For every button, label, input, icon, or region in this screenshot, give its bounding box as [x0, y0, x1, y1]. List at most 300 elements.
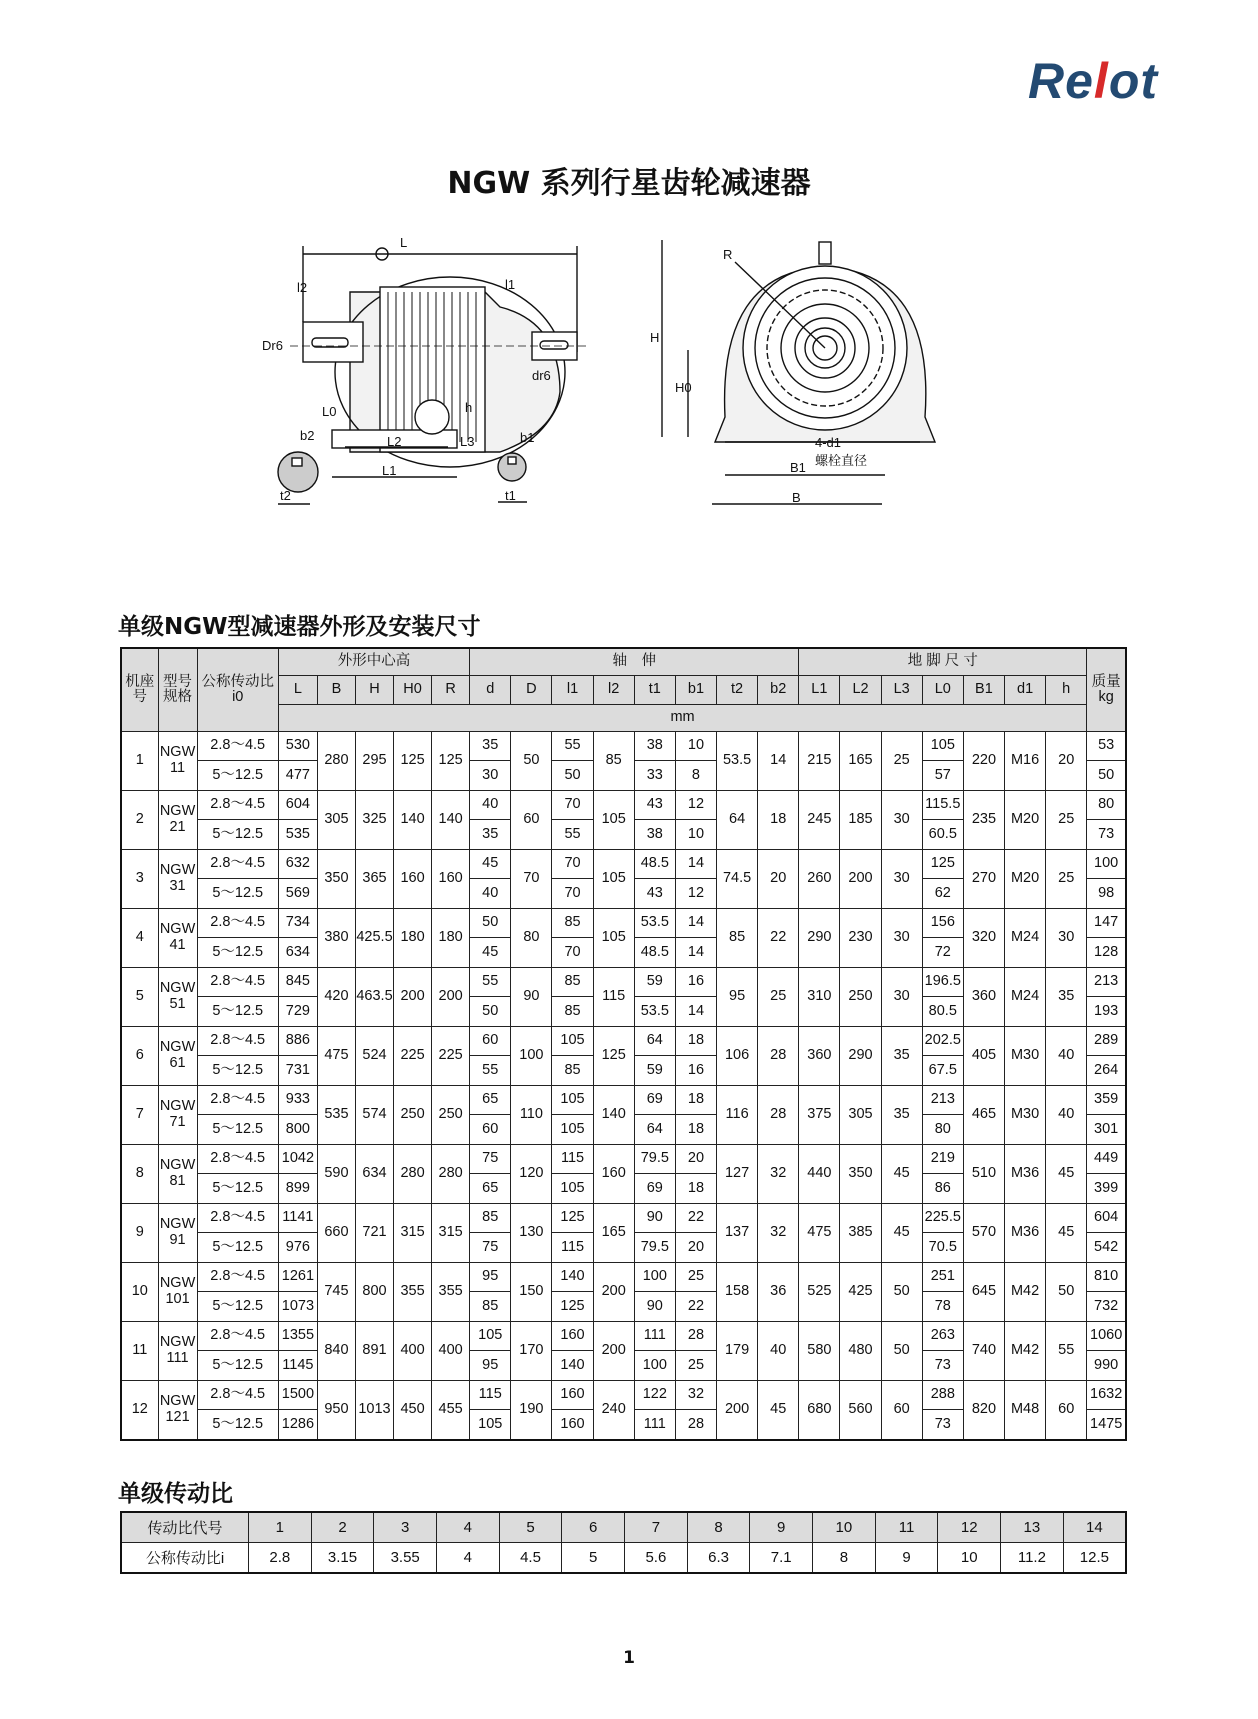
- table-cell: 12: [121, 1380, 158, 1440]
- table-row: [121, 731, 1126, 761]
- table-cell: 193: [1087, 997, 1126, 1027]
- table-cell: 32: [758, 1144, 799, 1203]
- table-cell: 105: [552, 1026, 593, 1056]
- table-cell: 35: [470, 731, 511, 761]
- table-cell: 32: [675, 1380, 716, 1410]
- ratio-value-label: 公称传动比i: [121, 1543, 249, 1574]
- table-cell: 122: [634, 1380, 675, 1410]
- table-row: [121, 967, 1126, 997]
- table-cell: 634: [278, 938, 317, 968]
- ratio-value-cell: 11.2: [1001, 1543, 1064, 1574]
- table-cell: 28: [675, 1410, 716, 1440]
- table-cell: 375: [799, 1085, 840, 1144]
- table-cell: 230: [840, 908, 881, 967]
- table-cell: 105: [593, 908, 634, 967]
- table-cell: M24: [1005, 908, 1046, 967]
- table-cell: 55: [552, 731, 593, 761]
- dim-dr6: dr6: [532, 368, 551, 383]
- table-cell: 9: [121, 1203, 158, 1262]
- table-cell: 225.5: [922, 1203, 963, 1233]
- column-header: t1: [634, 675, 675, 704]
- table-cell: 53.5: [717, 731, 758, 790]
- ratio-code-cell: 5: [499, 1512, 562, 1543]
- table-cell: 70: [552, 849, 593, 879]
- brand-logo: Relot: [1028, 53, 1159, 109]
- table-cell: 10: [675, 820, 716, 850]
- table-cell: 85: [470, 1292, 511, 1322]
- dim-Dr6: Dr6: [262, 338, 283, 353]
- table-cell: 45: [470, 849, 511, 879]
- table-cell: 465: [963, 1085, 1004, 1144]
- dim-t1: t1: [505, 488, 516, 503]
- table-cell: 111: [634, 1321, 675, 1351]
- table-cell: 2.8～4.5: [197, 790, 278, 820]
- table-cell: 1632: [1087, 1380, 1126, 1410]
- table-row: [121, 1085, 1126, 1115]
- table-cell: 886: [278, 1026, 317, 1056]
- table-cell: 14: [675, 938, 716, 968]
- table-cell: 200: [717, 1380, 758, 1440]
- table-cell: 2.8～4.5: [197, 908, 278, 938]
- header-model: 型号规格: [158, 648, 197, 731]
- ratio-value-cell: 2.8: [249, 1543, 312, 1574]
- table-cell: 28: [758, 1026, 799, 1085]
- table-cell: 535: [317, 1085, 355, 1144]
- table-cell: 85: [552, 997, 593, 1027]
- table-cell: 35: [881, 1085, 922, 1144]
- ratio-value-cell: 6.3: [687, 1543, 750, 1574]
- table-cell: 455: [432, 1380, 470, 1440]
- table-cell: 70: [552, 938, 593, 968]
- table-cell: 62: [922, 879, 963, 909]
- table-cell: 2.8～4.5: [197, 1203, 278, 1233]
- table-cell: 100: [1087, 849, 1126, 879]
- table-cell: 2.8～4.5: [197, 849, 278, 879]
- table-cell: 69: [634, 1174, 675, 1204]
- table-cell: 5～12.5: [197, 761, 278, 791]
- table-cell: 106: [717, 1026, 758, 1085]
- table-cell: 14: [675, 908, 716, 938]
- table-cell: 100: [511, 1026, 552, 1085]
- table-cell: 400: [432, 1321, 470, 1380]
- header-shaft: 轴 伸: [470, 648, 799, 675]
- table-cell: M20: [1005, 849, 1046, 908]
- table-cell: 1: [121, 731, 158, 790]
- table-cell: 463.5: [355, 967, 393, 1026]
- table-cell: 510: [963, 1144, 1004, 1203]
- table-cell: 90: [634, 1203, 675, 1233]
- table-cell: 535: [278, 820, 317, 850]
- table-cell: 140: [432, 790, 470, 849]
- dim-L0: L0: [322, 404, 337, 419]
- table-cell: 18: [675, 1115, 716, 1145]
- table-cell: 16: [675, 1056, 716, 1086]
- table-cell: 350: [840, 1144, 881, 1203]
- table-cell: 40: [470, 790, 511, 820]
- table-cell: 180: [432, 908, 470, 967]
- ratio-value-cell: 5.6: [625, 1543, 688, 1574]
- table-cell: 530: [278, 731, 317, 761]
- table-cell: 125: [922, 849, 963, 879]
- table-cell: 32: [758, 1203, 799, 1262]
- table-cell: 115: [552, 1233, 593, 1263]
- table-cell: 202.5: [922, 1026, 963, 1056]
- table-cell: M30: [1005, 1085, 1046, 1144]
- table-cell: M42: [1005, 1321, 1046, 1380]
- table-cell: 45: [881, 1144, 922, 1203]
- table-cell: M36: [1005, 1203, 1046, 1262]
- dim-4-d1: 4-d1: [815, 435, 842, 450]
- table-cell: 2.8～4.5: [197, 1026, 278, 1056]
- table-cell: 105: [593, 849, 634, 908]
- table-cell: 425: [840, 1262, 881, 1321]
- table-cell: 160: [552, 1321, 593, 1351]
- table-cell: 933: [278, 1085, 317, 1115]
- ratio-code-cell: 10: [813, 1512, 876, 1543]
- table-cell: 170: [511, 1321, 552, 1380]
- table-cell: 160: [394, 849, 432, 908]
- table-cell: 55: [552, 820, 593, 850]
- table-cell: 8: [121, 1144, 158, 1203]
- ratio-value-cell: 4.5: [499, 1543, 562, 1574]
- column-header: L3: [881, 675, 922, 704]
- table-cell: 320: [963, 908, 1004, 967]
- table-cell: 360: [799, 1026, 840, 1085]
- table-cell: 105: [470, 1410, 511, 1440]
- ratio-code-cell: 9: [750, 1512, 813, 1543]
- table-cell: 200: [394, 967, 432, 1026]
- table-cell: 240: [593, 1380, 634, 1440]
- table-cell: 235: [963, 790, 1004, 849]
- table-cell: 69: [634, 1085, 675, 1115]
- table-cell: 385: [840, 1203, 881, 1262]
- table-cell: 1042: [278, 1144, 317, 1174]
- table-cell: 2: [121, 790, 158, 849]
- table-cell: 5～12.5: [197, 1233, 278, 1263]
- table-cell: 569: [278, 879, 317, 909]
- table-cell: 75: [470, 1144, 511, 1174]
- ratio-code-cell: 1: [249, 1512, 312, 1543]
- table-cell: NGW 21: [158, 790, 197, 849]
- table-cell: 18: [675, 1174, 716, 1204]
- table-cell: 1141: [278, 1203, 317, 1233]
- column-header: h: [1046, 675, 1087, 704]
- table-cell: 50: [552, 761, 593, 791]
- table-cell: 78: [922, 1292, 963, 1322]
- table-cell: 721: [355, 1203, 393, 1262]
- table-cell: 1500: [278, 1380, 317, 1410]
- table-cell: 570: [963, 1203, 1004, 1262]
- table-cell: 820: [963, 1380, 1004, 1440]
- table-row: [121, 1262, 1126, 1292]
- table-cell: 891: [355, 1321, 393, 1380]
- table-cell: 800: [278, 1115, 317, 1145]
- dim-L1: L1: [382, 463, 397, 478]
- table-cell: 315: [394, 1203, 432, 1262]
- ratio-value-cell: 5: [562, 1543, 625, 1574]
- table-cell: 67.5: [922, 1056, 963, 1086]
- table-cell: 60.5: [922, 820, 963, 850]
- table-cell: 213: [1087, 967, 1126, 997]
- column-header: b2: [758, 675, 799, 704]
- table-cell: 60: [470, 1115, 511, 1145]
- table-cell: 64: [717, 790, 758, 849]
- table-cell: 130: [511, 1203, 552, 1262]
- dim-B1: B1: [790, 460, 806, 475]
- table-cell: 1073: [278, 1292, 317, 1322]
- table-cell: 305: [317, 790, 355, 849]
- table-cell: 250: [394, 1085, 432, 1144]
- table-cell: 30: [881, 849, 922, 908]
- ratio-value-cell: 9: [875, 1543, 938, 1574]
- ratio-code-cell: 3: [374, 1512, 437, 1543]
- table-cell: 1261: [278, 1262, 317, 1292]
- dim-B: B: [792, 490, 801, 505]
- table-cell: 105: [552, 1115, 593, 1145]
- table-cell: 25: [758, 967, 799, 1026]
- dim-L: L: [400, 235, 408, 250]
- column-header: H: [355, 675, 393, 704]
- table-cell: 85: [552, 908, 593, 938]
- table-cell: 245: [799, 790, 840, 849]
- table-cell: 98: [1087, 879, 1126, 909]
- table-cell: 729: [278, 997, 317, 1027]
- table-cell: 4: [121, 908, 158, 967]
- table-cell: 289: [1087, 1026, 1126, 1056]
- table-cell: 950: [317, 1380, 355, 1440]
- table-cell: 30: [881, 967, 922, 1026]
- table-cell: 16: [675, 967, 716, 997]
- table-cell: 290: [799, 908, 840, 967]
- table-cell: 305: [840, 1085, 881, 1144]
- table-cell: 2.8～4.5: [197, 967, 278, 997]
- table-cell: 55: [1046, 1321, 1087, 1380]
- table-cell: 325: [355, 790, 393, 849]
- table-cell: 45: [470, 938, 511, 968]
- table-cell: 560: [840, 1380, 881, 1440]
- table-cell: 280: [432, 1144, 470, 1203]
- table-cell: 450: [394, 1380, 432, 1440]
- dim-h: h: [465, 400, 473, 415]
- table-cell: 251: [922, 1262, 963, 1292]
- header-outline: 外形中心高: [278, 648, 469, 675]
- table-cell: 14: [675, 849, 716, 879]
- table-cell: 8: [675, 761, 716, 791]
- table-cell: 38: [634, 731, 675, 761]
- table-cell: M48: [1005, 1380, 1046, 1440]
- table-cell: 5～12.5: [197, 1115, 278, 1145]
- table-cell: 50: [1087, 761, 1126, 791]
- table-cell: NGW 111: [158, 1321, 197, 1380]
- table-cell: 30: [881, 908, 922, 967]
- table-cell: 280: [317, 731, 355, 790]
- ratio-code-cell: 2: [311, 1512, 374, 1543]
- dim-L2: L2: [387, 434, 402, 449]
- table-cell: 100: [634, 1262, 675, 1292]
- table-cell: 72: [922, 938, 963, 968]
- table-cell: 5～12.5: [197, 1056, 278, 1086]
- table-cell: 40: [1046, 1026, 1087, 1085]
- table-cell: 18: [675, 1085, 716, 1115]
- table-cell: 105: [552, 1174, 593, 1204]
- table-cell: 5～12.5: [197, 997, 278, 1027]
- table-cell: 10: [121, 1262, 158, 1321]
- table-cell: NGW 31: [158, 849, 197, 908]
- table-cell: M30: [1005, 1026, 1046, 1085]
- table-cell: 2.8～4.5: [197, 1085, 278, 1115]
- table-cell: 1145: [278, 1351, 317, 1381]
- table-cell: 360: [963, 967, 1004, 1026]
- table-cell: 845: [278, 967, 317, 997]
- table-row: [121, 1026, 1126, 1056]
- table-cell: 25: [881, 731, 922, 790]
- table-cell: 128: [1087, 938, 1126, 968]
- column-header: L2: [840, 675, 881, 704]
- table-cell: 60: [511, 790, 552, 849]
- table-cell: 1475: [1087, 1410, 1126, 1440]
- table-cell: 53: [1087, 731, 1126, 761]
- column-header: B1: [963, 675, 1004, 704]
- table-cell: 80: [511, 908, 552, 967]
- table-cell: 180: [394, 908, 432, 967]
- table-cell: 48.5: [634, 849, 675, 879]
- table-cell: 200: [840, 849, 881, 908]
- dim-L3: L3: [460, 434, 475, 449]
- table-cell: 731: [278, 1056, 317, 1086]
- column-header: b1: [675, 675, 716, 704]
- table-cell: 280: [394, 1144, 432, 1203]
- ratio-value-cell: 10: [938, 1543, 1001, 1574]
- dimensions-table: [120, 647, 1127, 1441]
- table-row: [121, 908, 1126, 938]
- table-cell: 213: [922, 1085, 963, 1115]
- ratio-code-cell: 14: [1063, 1512, 1126, 1543]
- table-cell: 110: [511, 1085, 552, 1144]
- table-cell: 20: [675, 1144, 716, 1174]
- table-cell: 74.5: [717, 849, 758, 908]
- table-cell: 73: [922, 1410, 963, 1440]
- table-cell: 12: [675, 790, 716, 820]
- table-cell: 840: [317, 1321, 355, 1380]
- table-cell: 28: [675, 1321, 716, 1351]
- table-cell: 18: [758, 790, 799, 849]
- table-cell: 30: [470, 761, 511, 791]
- table-cell: 125: [432, 731, 470, 790]
- table-cell: 5～12.5: [197, 879, 278, 909]
- table-cell: 115: [552, 1144, 593, 1174]
- table-cell: 355: [394, 1262, 432, 1321]
- table-cell: 200: [593, 1321, 634, 1380]
- table-cell: 85: [552, 967, 593, 997]
- table-cell: NGW 101: [158, 1262, 197, 1321]
- table-cell: 12: [675, 879, 716, 909]
- table-cell: 3: [121, 849, 158, 908]
- table-cell: 150: [511, 1262, 552, 1321]
- table-cell: NGW 51: [158, 967, 197, 1026]
- table-cell: 60: [470, 1026, 511, 1056]
- table-cell: 301: [1087, 1115, 1126, 1145]
- table-cell: NGW 81: [158, 1144, 197, 1203]
- table-cell: 55: [470, 1056, 511, 1086]
- table-row: [121, 1321, 1126, 1351]
- table-cell: 50: [470, 997, 511, 1027]
- table-cell: 440: [799, 1144, 840, 1203]
- table-cell: 55: [470, 967, 511, 997]
- table-cell: 20: [675, 1233, 716, 1263]
- table-cell: 35: [470, 820, 511, 850]
- ratio-code-cell: 8: [687, 1512, 750, 1543]
- table-cell: 14: [758, 731, 799, 790]
- table-cell: 604: [1087, 1203, 1126, 1233]
- table-cell: 160: [552, 1380, 593, 1410]
- table-cell: 43: [634, 879, 675, 909]
- table-cell: 1060: [1087, 1321, 1126, 1351]
- table-cell: 50: [881, 1321, 922, 1380]
- table-cell: 85: [717, 908, 758, 967]
- section-title-dimensions: 单级NGW型减速器外形及安装尺寸: [118, 614, 481, 640]
- table-cell: 65: [470, 1174, 511, 1204]
- column-header: L: [278, 675, 317, 704]
- table-cell: 899: [278, 1174, 317, 1204]
- table-cell: 57: [922, 761, 963, 791]
- table-cell: NGW 61: [158, 1026, 197, 1085]
- dim-R: R: [723, 247, 733, 262]
- table-cell: 2.8～4.5: [197, 1262, 278, 1292]
- table-cell: 65: [470, 1085, 511, 1115]
- header-mass: 质量 kg: [1087, 648, 1126, 731]
- table-cell: 542: [1087, 1233, 1126, 1263]
- reducer-drawings: [262, 232, 990, 572]
- table-cell: 140: [552, 1351, 593, 1381]
- table-cell: 365: [355, 849, 393, 908]
- ratio-code-cell: 13: [1001, 1512, 1064, 1543]
- table-cell: 45: [758, 1380, 799, 1440]
- table-cell: 264: [1087, 1056, 1126, 1086]
- table-cell: 645: [963, 1262, 1004, 1321]
- table-cell: 25: [675, 1262, 716, 1292]
- column-header: R: [432, 675, 470, 704]
- table-row: [121, 849, 1126, 879]
- table-cell: 1013: [355, 1380, 393, 1440]
- table-cell: 1355: [278, 1321, 317, 1351]
- header-unit: mm: [278, 704, 1086, 731]
- table-cell: 420: [317, 967, 355, 1026]
- table-cell: 156: [922, 908, 963, 938]
- table-cell: 158: [717, 1262, 758, 1321]
- dim-t2: t2: [280, 488, 291, 503]
- ratio-value-cell: 4: [437, 1543, 500, 1574]
- table-cell: 604: [278, 790, 317, 820]
- table-cell: 160: [593, 1144, 634, 1203]
- table-cell: 115: [593, 967, 634, 1026]
- table-cell: 2.8～4.5: [197, 1380, 278, 1410]
- table-cell: 85: [552, 1056, 593, 1086]
- table-cell: 22: [675, 1292, 716, 1322]
- table-cell: 95: [717, 967, 758, 1026]
- table-cell: 50: [1046, 1262, 1087, 1321]
- column-header: l1: [552, 675, 593, 704]
- table-cell: 380: [317, 908, 355, 967]
- table-cell: 990: [1087, 1351, 1126, 1381]
- table-cell: 200: [432, 967, 470, 1026]
- table-cell: 2.8～4.5: [197, 1321, 278, 1351]
- table-cell: 263: [922, 1321, 963, 1351]
- table-cell: 70: [552, 790, 593, 820]
- table-cell: M16: [1005, 731, 1046, 790]
- table-cell: 165: [840, 731, 881, 790]
- table-cell: 137: [717, 1203, 758, 1262]
- column-header: L0: [922, 675, 963, 704]
